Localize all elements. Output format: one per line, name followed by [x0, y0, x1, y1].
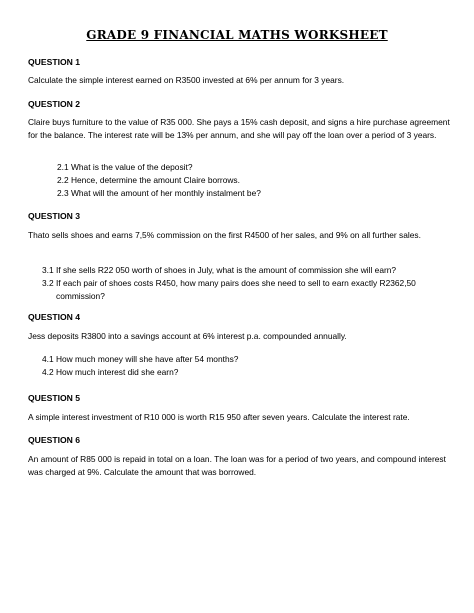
question-5-heading: QUESTION 5 [28, 393, 81, 403]
question-6-heading: QUESTION 6 [28, 435, 81, 445]
question-3-item-continued: commission? [56, 291, 105, 301]
question-2-heading: QUESTION 2 [28, 99, 81, 109]
question-1-text: Calculate the simple interest earned on R3500 invested at 6% per annum for 3 years. [28, 75, 345, 85]
question-3-item: 3.2 If each pair of shoes costs R450, how many pairs does she need to sell to earn exactly R2362,50 [42, 278, 416, 288]
question-4-item: 4.1 How much money will she have after 54 months? [42, 354, 239, 364]
question-4-item: 4.2 How much interest did she earn? [42, 367, 179, 377]
question-1-heading: QUESTION 1 [28, 57, 81, 67]
question-4-text: Jess deposits R3800 into a savings account at 6% interest p.a. compounded annually. [28, 331, 347, 341]
question-3-text: Thato sells shoes and earns 7,5% commission on the first R4500 of her sales, and 9% on all further sales. [28, 230, 421, 240]
question-3-heading: QUESTION 3 [28, 211, 81, 221]
worksheet-title: GRADE 9 FINANCIAL MATHS WORKSHEET [86, 28, 388, 42]
question-3-item: 3.1 If she sells R22 050 worth of shoes in July, what is the amount of commission she will earn? [42, 265, 397, 275]
question-2-item: 2.2 Hence, determine the amount Claire borrows. [57, 175, 240, 185]
question-5-text: A simple interest investment of R10 000 is worth R15 950 after seven years. Calculate the interest rate. [28, 412, 410, 422]
question-4-heading: QUESTION 4 [28, 312, 81, 322]
question-2-item: 2.1 What is the value of the deposit? [57, 162, 193, 172]
question-6-text: An amount of R85 000 is repaid in total on a loan. The loan was for a period of two years, and compound interest was charged at 9%. Calculate the amount that was borrowed. [28, 454, 446, 477]
question-2-text: Claire buys furniture to the value of R35 000. She pays a 15% cash deposit, and signs a hire purchase agreement for the balance. The interest rate will be 13% per annum, and she will pay off the loan over a period of 3 years. [28, 117, 450, 140]
question-2-item: 2.3 What will the amount of her monthly instalment be? [57, 188, 261, 198]
